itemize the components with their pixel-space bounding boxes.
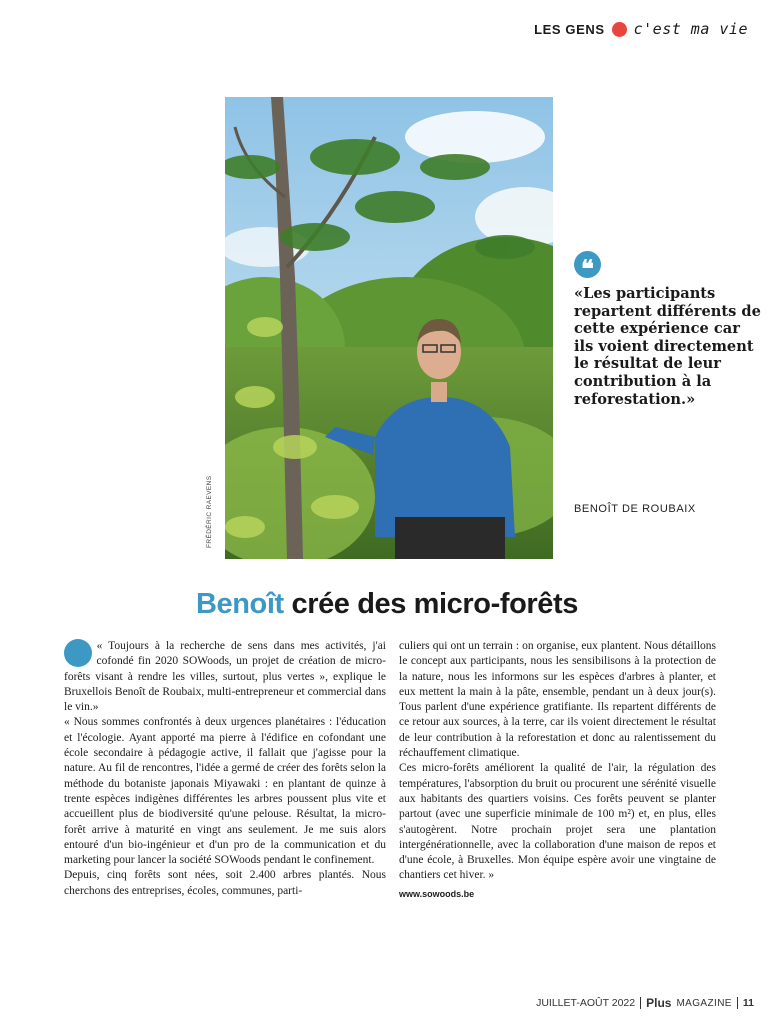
section-label: LES GENS <box>534 21 605 37</box>
pull-quote: «Les participants repartent différents de cette expérience car ils voient directement le résultat de leur contribution à la reforestation.» <box>574 285 761 408</box>
photo-credit: FRÉDÉRIC RAEVENS <box>206 475 213 548</box>
section-dot-icon <box>612 22 627 37</box>
paragraph: Depuis, cinq forêts sont nées, soit 2.400 arbres plantés. Nous cherchons des entreprises, écoles, communes, parti- <box>64 869 386 897</box>
paragraph-dot-icon <box>64 639 92 667</box>
footer-divider <box>640 997 641 1009</box>
quote-author: BENOÎT DE ROUBAIX <box>574 503 696 515</box>
title-name: Benoît <box>195 588 284 620</box>
section-header <box>534 20 748 38</box>
page-number: 11 <box>742 997 754 1009</box>
quote-icon: ❝ <box>574 251 601 278</box>
article-column-1 <box>64 639 386 899</box>
paragraph: « Toujours à la recherche de sens dans mes activités, j'ai cofondé fin 2020 SOWoods, un projet de création de micro-forêts visant à rendre les villes, surtout, plus vertes », explique le Bruxellois Benoît de Roubaix, multi-entrepreneur et commercial dans le vin.» <box>64 640 386 714</box>
footer-divider <box>737 997 738 1009</box>
magazine-name: Plus <box>646 996 672 1010</box>
paragraph: « Nous sommes confrontés à deux urgences planétaires : l'éducation et l'écologie. Ayant apporté ma pierre à l'édifice en cofondant une école secondaire à pédagogie active, il fallait que j'agisse pour la nature. Au fil de rencontres, l'idée a germé de créer des forêts selon la méthode du botaniste japonais Miyawaki : en plantant de quinze à trente espèces indigènes différentes les arbres poussent plus vite et accueillent plus de biodiversité qu'une pelouse. Résultat, la micro-forêt arrive à maturité en vingt ans seulement. Je me suis alors entouré d'un bio-ingénieur et d'un pro de la communication et du marketing pour lancer la société SOWoods pendant le confinement. <box>64 716 386 867</box>
subsection-label: c'est ma vie <box>633 20 748 38</box>
paragraph: Ces micro-forêts améliorent la qualité de l'air, la régulation des températures, l'absorption du bruit ou procurent une sérénité visuelle aux habitants des quartiers voisins. Ces forêts peuvent se planter partout (avec une superficie minimale de 100 m²) et, en plus, elles s'autogèrent. Notre prochain projet sera une plantation intergénérationnelle, avec la collaboration d'une maison de repos et d'une école, à Bruxelles. Mon équipe espère avoir une vingtaine de chantiers cet hiver. » <box>399 762 716 882</box>
issue-date: JUILLET-AOÛT 2022 <box>536 997 636 1009</box>
article-title <box>0 588 774 621</box>
page-footer <box>536 996 754 1010</box>
article-photo <box>225 97 553 559</box>
magazine-suffix: MAGAZINE <box>676 997 732 1009</box>
website-link[interactable]: www.sowoods.be <box>399 888 475 899</box>
article-column-2 <box>399 639 716 902</box>
title-rest: crée des micro-forêts <box>291 588 579 620</box>
paragraph: culiers qui ont un terrain : on organise, eux plantent. Nous détaillons le concept aux participants, nous les sensibilisons à la protection de la nature, nous les informons sur les espèces d'arbres à planter, et eux mettent la main à la pâte, ensemble, pendant un à deux jour(s). Tous parlent d'une expérience gratifiante. Ils repartent différents de ce retour aux sources, à la terre, car ils voient directement le résultat de leur contribution à la reforestation et donc au ralentissement du réchauffement climatique. <box>399 640 716 760</box>
